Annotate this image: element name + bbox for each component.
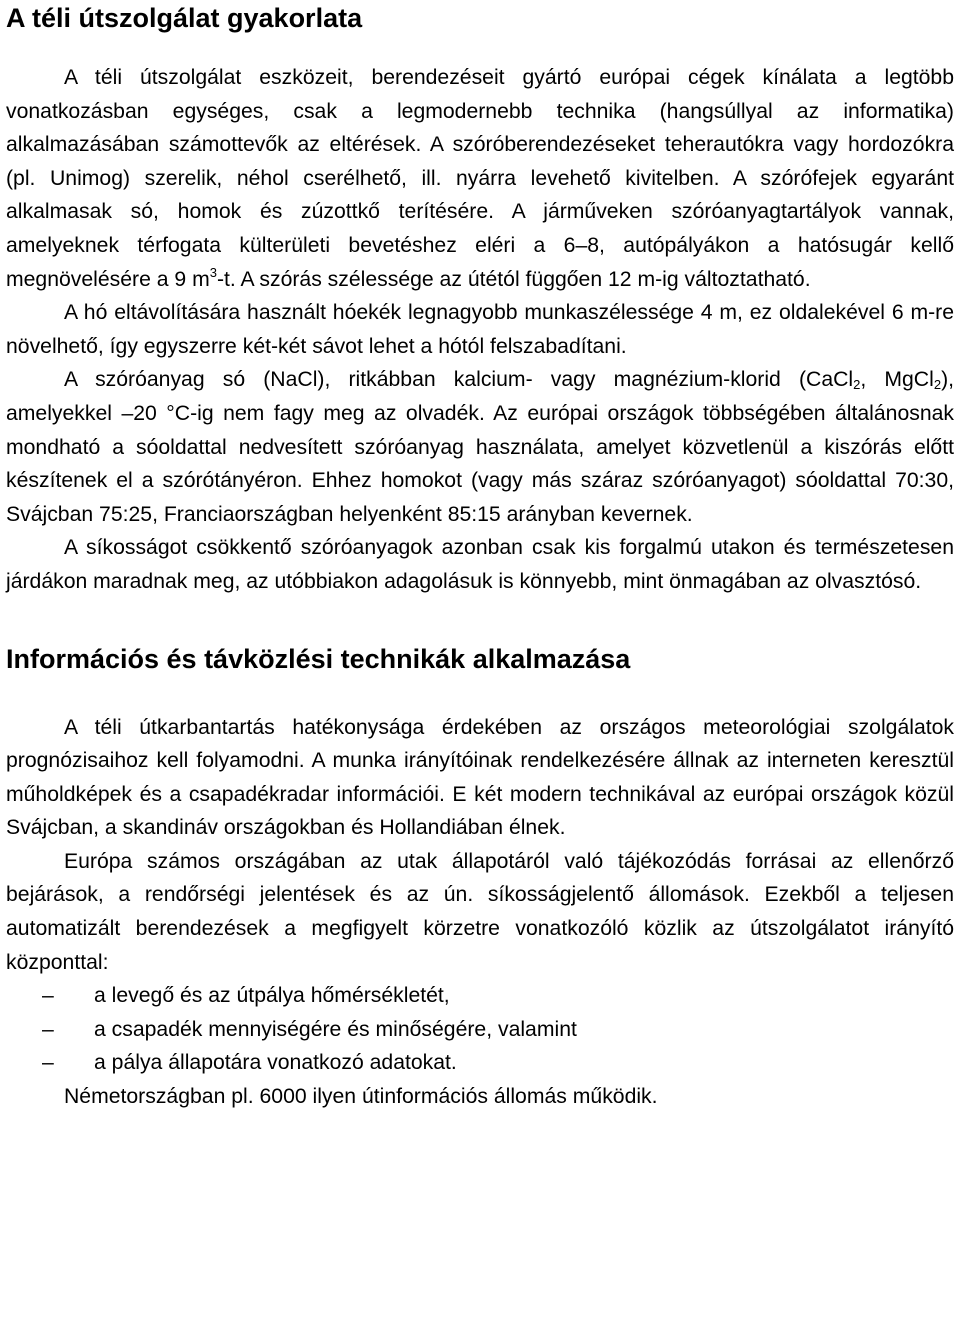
- paragraph: [6, 61, 954, 296]
- subscript: 2: [933, 377, 942, 393]
- section-body-winter-service: [6, 61, 954, 599]
- subscript: 2: [853, 377, 861, 393]
- paragraph: A síkosságot csökkentő szóróanyagok azonban csak kis forgalmú utakon és természetesen járdákon maradnak meg, az utóbbiakon adagolásuk is könnyebb, mint önmagában az olvasztósó.: [6, 536, 954, 593]
- text-run: A téli útszolgálat eszközeit, berendezéseit gyártó európai cégek kínálata a legtöbb vonatkozásban egységes, csak a legmodernebb technika (hangsúllyal az informatika) alkalmazásában számottevők az eltérések. A szóróberendezéseket teherautókra vagy hordozókra (pl. Unimog) szerelik, néhol cserélhető, ill. nyárra levehető kivitelben. A szórófejek egyaránt alkalmasak só, homok és zúzottkő terítésére. A járműveken szóróanyagtartályok vannak, amelyeknek térfogata külterületi bevetéshez eléri a 6–8, autópályákon a hatósugár kellő megnövelésére a 9 m: [6, 66, 954, 291]
- text-run: -t. A szórás szélessége az útétól függően 12 m-ig változtatható.: [216, 267, 811, 291]
- list-item: [6, 1013, 954, 1047]
- text-run: A szóróanyag só (NaCl), ritkábban kalcium- vagy magnézium-klorid (CaCl: [64, 368, 854, 392]
- superscript: 3: [209, 264, 217, 280]
- paragraph: A hó eltávolítására használt hóekék legnagyobb munkaszélessége 4 m, ez oldalekével 6 m-re növelhető, így egyszerre két-két sávot lehet a hótól felszabadítani.: [6, 301, 954, 358]
- list-item-text: a pálya állapotára vonatkozó adatokat.: [94, 1051, 457, 1075]
- list-item-text: a levegő és az útpálya hőmérsékletét,: [94, 984, 450, 1008]
- paragraph: Európa számos országában az utak állapotáról való tájékozódás forrásai az ellenőrző bejárások, a rendőrségi jelentések és az ún. síkosságjelentő állomások. Ezekből a teljesen automatizált berendezések a megfigyelt körzetre vonatkozóló közlik az útszolgálatot irányító központtal:: [6, 849, 954, 974]
- paragraph: A téli útkarbantartás hatékonysága érdekében az országos meteorológiai szolgálatok prognózisaihoz kell folyamodni. A munka irányítóinak rendelkezésére állnak az interneten keresztül műholdképek és a csapadékradar információi. E két modern technikával az európai országok közül Svájcban, a skandináv országokban és Hollandiában élnek.: [6, 715, 954, 840]
- paragraph: Németországban pl. 6000 ilyen útinformációs állomás működik.: [64, 1085, 658, 1109]
- dash-bullet: –: [42, 1051, 54, 1075]
- text-run: , MgCl: [860, 368, 934, 392]
- list-item: [6, 1046, 954, 1080]
- section-body-ict: [6, 711, 954, 1114]
- dash-bullet: –: [42, 1017, 54, 1041]
- dash-bullet: –: [42, 984, 54, 1008]
- section-title-winter-service: A téli útszolgálat gyakorlata: [6, 3, 363, 33]
- list-item: [6, 979, 954, 1013]
- list-item-text: a csapadék mennyiségére és minőségére, valamint: [94, 1017, 577, 1041]
- section-title-ict: Információs és távközlési technikák alkalmazása: [6, 643, 631, 674]
- dash-list: [6, 979, 954, 1080]
- paragraph: [6, 363, 954, 531]
- text-run: ), amelyekkel –20 °C-ig nem fagy meg az olvadék. Az európai országok többségében általánosnak mondható a sóoldattal nedvesített szóróanyag használata, amelyet közvetlenül a kiszórás előtt készítenek el a szórótányéron. Ehhez homokot (vagy más száraz szóróanyagot) sóoldattal 70:30, Svájcban 75:25, Franciaországban helyenként 85:15 arányban kevernek.: [6, 368, 955, 526]
